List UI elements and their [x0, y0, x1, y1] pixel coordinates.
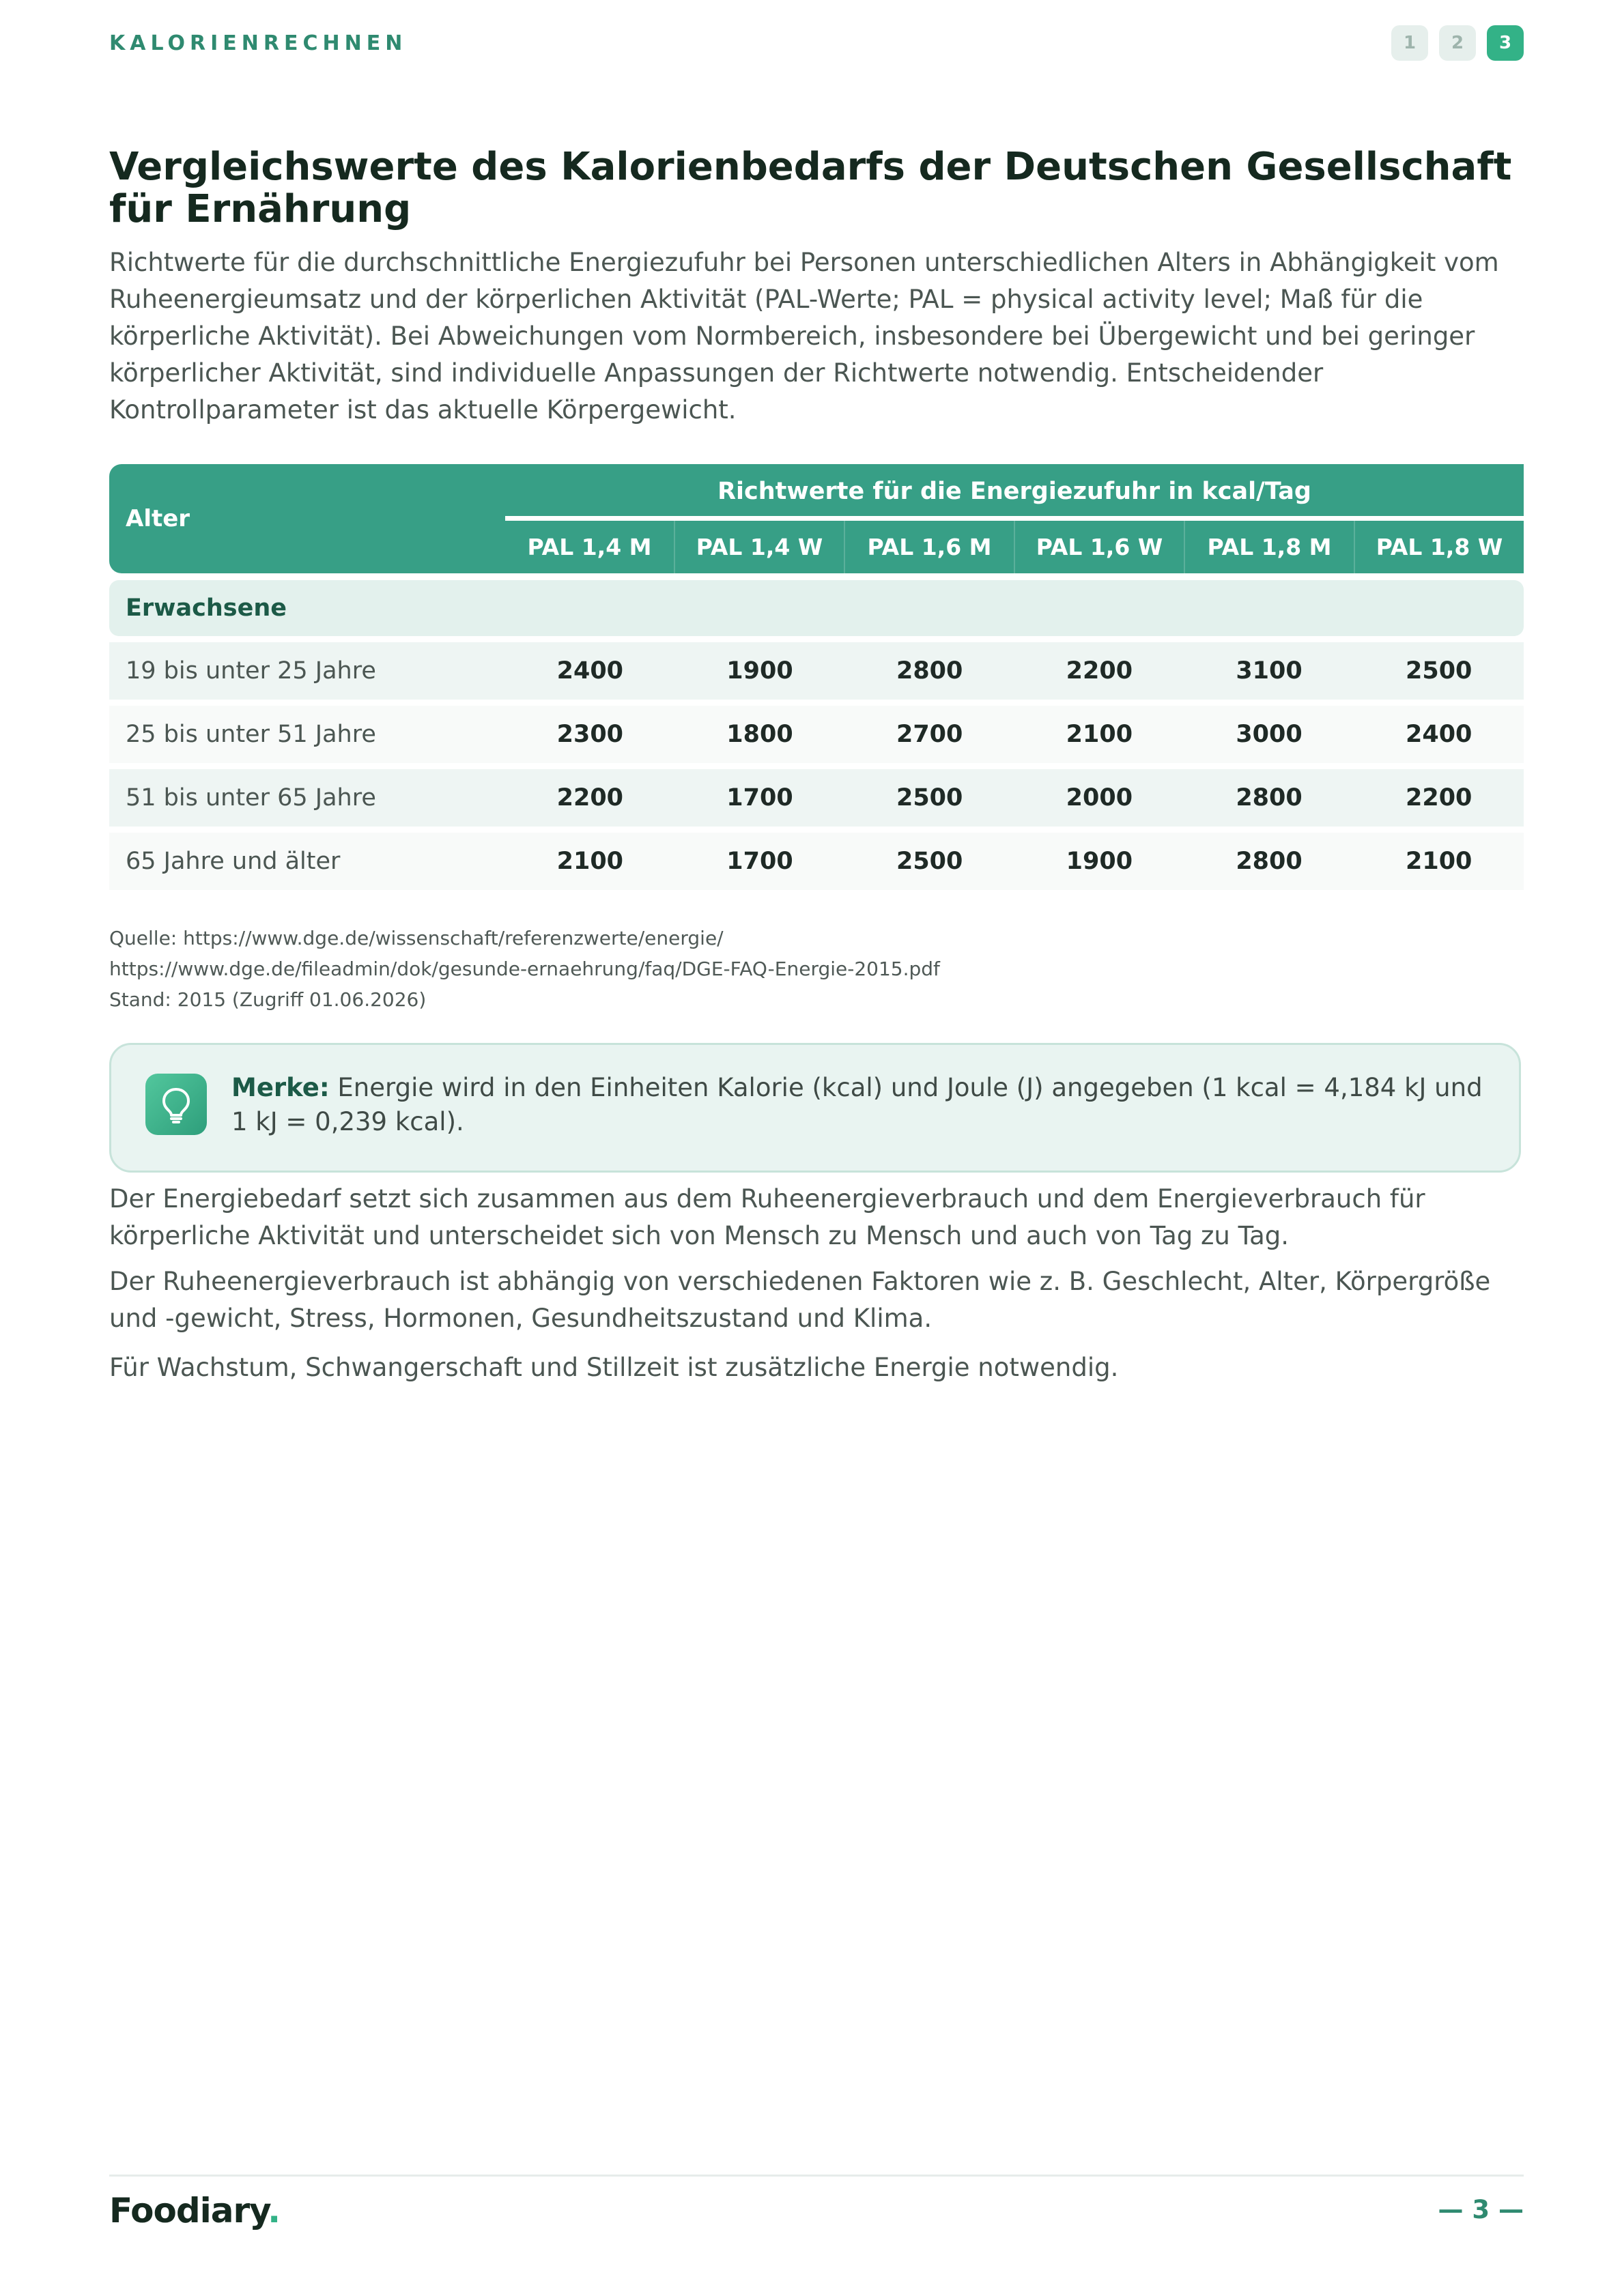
foodiary-logo	[109, 2191, 280, 2230]
energy-table	[109, 464, 1524, 890]
callout-label: Merke:	[231, 1073, 330, 1102]
callout-text	[231, 1071, 1488, 1139]
section-row-adults: Erwachsene	[109, 580, 1524, 636]
age-column-header: Alter	[126, 505, 190, 532]
table-cell: 2700	[896, 721, 963, 748]
table-row	[109, 833, 1524, 890]
column-header: PAL 1,4 M	[527, 534, 652, 560]
body-paragraph: Der Energiebedarf setzt sich zusammen aus dem Ruheenergieverbrauch und dem Energieverbrauch für körperliche Aktivität und unterscheidet sich von Mensch zu Mensch und auch von Tag zu Tag.	[109, 1184, 1425, 1250]
logo-text: Foodiary	[109, 2191, 268, 2230]
step-3-active[interactable]: 3	[1487, 25, 1524, 61]
table-row	[109, 706, 1524, 763]
column-header: PAL 1,8 M	[1184, 521, 1354, 573]
body-paragraph: Für Wachstum, Schwangerschaft und Stillzeit ist zusätzliche Energie notwendig.	[109, 1353, 1119, 1382]
column-header: PAL 1,4 W	[674, 521, 844, 573]
page-number: — 3 —	[1438, 2195, 1524, 2224]
table-row	[109, 769, 1524, 827]
callout-body: Energie wird in den Einheiten Kalorie (kcal) und Joule (J) angegeben (1 kcal = 4,184 kJ und 1 kJ = 0,239 kcal).	[231, 1073, 1483, 1136]
step-1[interactable]: 1	[1391, 25, 1428, 61]
table-cell: 2800	[1236, 784, 1303, 812]
table-cell: 2100	[556, 848, 624, 875]
body-paragraph: Der Ruheenergieverbrauch ist abhängig von verschiedenen Faktoren wie z. B. Geschlecht, Alter, Körpergröße und -gewicht, Stress, Hormonen, Gesundheitszustand und Klima.	[109, 1267, 1491, 1333]
table-cell: 3100	[1236, 657, 1303, 685]
intro-paragraph: Richtwerte für die durchschnittliche Energiezufuhr bei Personen unterschiedlichen Alters in Abhängigkeit vom Ruheenergieumsatz und der körperlichen Aktivität (PAL-Werte; PAL = physical activity level; Maß für die körperliche Aktivität). Bei Abweichungen vom Normbereich, insbesondere bei Übergewicht und bei geringer körperlicher Aktivität, sind individuelle Anpassungen der Richtwerte notwendig. Entscheidender Kontrollparameter ist das aktuelle Körpergewicht.	[109, 248, 1499, 425]
table-cell: 2200	[556, 784, 624, 812]
table-cell: 2200	[1066, 657, 1133, 685]
pal-column-headers	[505, 521, 1524, 573]
table-cell: 2100	[1405, 848, 1472, 875]
table-cell: 1800	[726, 721, 793, 748]
table-cell: 2400	[1405, 721, 1472, 748]
column-header: PAL 1,8 W	[1354, 521, 1524, 573]
brand-title: KALORIENRECHNEN	[109, 31, 408, 55]
table-cell: 2400	[556, 657, 624, 685]
table-cell: 1900	[726, 657, 793, 685]
table-cell: 2500	[1405, 657, 1472, 685]
table-cell: 1700	[726, 848, 793, 875]
table-cell: 2000	[1066, 784, 1133, 812]
row-label: 51 bis unter 65 Jahre	[126, 784, 376, 812]
table-row	[109, 642, 1524, 700]
header-divider	[505, 516, 1524, 521]
source-line: https://www.dge.de/fileadmin/dok/gesunde-ernaehrung/faq/DGE-FAQ-Energie-2015.pdf	[109, 958, 940, 980]
source-note	[109, 923, 1524, 1015]
table-cell: 1700	[726, 784, 793, 812]
row-label: 19 bis unter 25 Jahre	[126, 657, 376, 685]
table-cell: 1900	[1066, 848, 1133, 875]
table-cell: 2500	[896, 784, 963, 812]
source-line: Quelle: https://www.dge.de/wissenschaft/referenzwerte/energie/	[109, 927, 724, 949]
logo-dot: .	[268, 2191, 281, 2230]
column-header: PAL 1,6 W	[1014, 521, 1184, 573]
table-header	[109, 464, 1524, 573]
table-cell: 2500	[896, 848, 963, 875]
table-cell: 2100	[1066, 721, 1133, 748]
note-callout	[109, 1043, 1521, 1173]
footer-divider	[109, 2175, 1524, 2177]
row-label: 65 Jahre und älter	[126, 848, 341, 875]
table-cell: 2200	[1405, 784, 1472, 812]
table-cell: 2800	[896, 657, 963, 685]
page	[109, 0, 1524, 2296]
lightbulb-icon	[145, 1074, 207, 1135]
table-cell: 3000	[1236, 721, 1303, 748]
source-date: Stand: 2015 (Zugriff 01.06.2026)	[109, 988, 427, 1011]
row-label: 25 bis unter 51 Jahre	[126, 721, 376, 748]
table-cell: 2300	[556, 721, 624, 748]
column-header: PAL 1,6 M	[844, 521, 1014, 573]
group-column-header: Richtwerte für die Energiezufuhr in kcal/Tag	[717, 478, 1311, 505]
table-cell: 2800	[1236, 848, 1303, 875]
step-2[interactable]: 2	[1439, 25, 1476, 61]
page-title: Vergleichswerte des Kalorienbedarfs der Deutschen Gesellschaft für Ernährung	[109, 145, 1512, 231]
step-indicator	[1391, 25, 1524, 61]
